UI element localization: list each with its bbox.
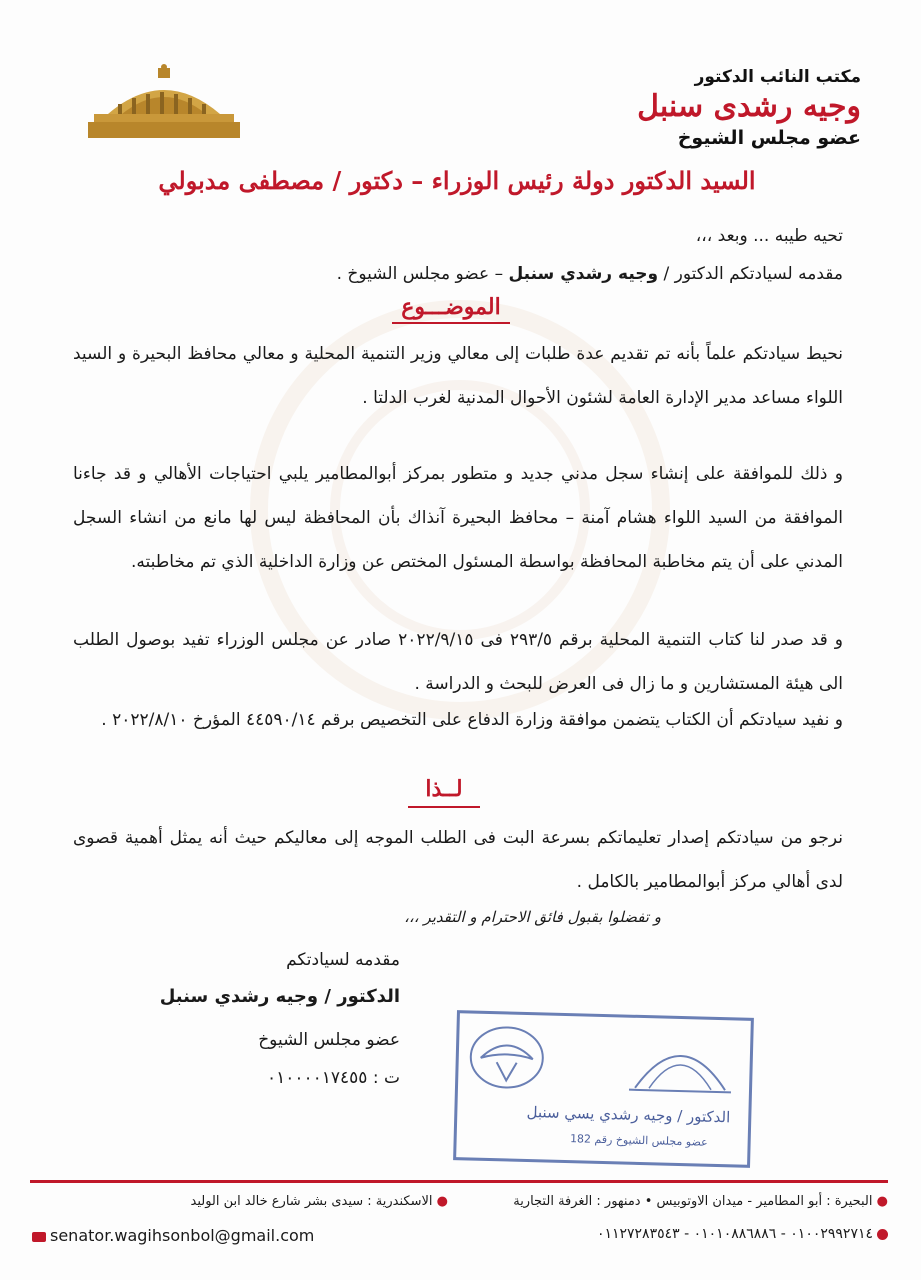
- location-pin-icon: ●: [436, 1194, 448, 1209]
- footer-phones: [597, 1226, 888, 1242]
- office-line: مكتب النائب الدكتور: [694, 67, 861, 87]
- footer-divider: [30, 1180, 888, 1183]
- footer-address-1-text: البحيرة : أبو المطامير - ميدان الاوتوبيس • دمنهور : الغرفة التجارية: [513, 1194, 873, 1209]
- footer-email-text: senator.wagihsonbol@gmail.com: [50, 1226, 315, 1245]
- subject-underline: [392, 322, 510, 324]
- signature-name: الدكتور / وجيه رشدي سنبل: [159, 986, 400, 1007]
- lidha-underline: [408, 806, 480, 808]
- paragraph-2: و ذلك للموافقة على إنشاء سجل مدني جديد و متطور بمركز أبوالمطامير يلبي احتياجات الأهالي و قد جاءنا الموافقة من السيد اللواء هشام آمنة – محافظ البحيرة آنذاك بأن المحافظة ليس لها مانع من انشاء السجل المدني على أن يتم مخاطبة المحافظة بواسطة المسئول المختص عن وزارة الداخلية الذي تم مخاطبته.: [73, 464, 843, 572]
- official-stamp: [453, 1010, 754, 1168]
- location-pin-icon: ●: [876, 1194, 888, 1209]
- signature-phone: ت : ٠١٠٠٠٠١٧٤٥٥: [267, 1068, 400, 1088]
- office-header: [501, 66, 861, 150]
- stamp-dome-emblem: [625, 1026, 737, 1099]
- paragraph-5: نرجو من سيادتكم إصدار تعليماتكم بسرعة البت فى الطلب الموجه إلى معاليكم حيث أنه يمثل أهمية قصوى لدى أهالي مركز أبوالمطامير بالكامل .: [73, 828, 843, 892]
- senate-logo: [88, 64, 240, 142]
- signature-member: عضو مجلس الشيوخ: [258, 1030, 400, 1050]
- presented-suffix: – عضو مجلس الشيوخ .: [336, 264, 509, 284]
- phone-icon: [877, 1229, 888, 1240]
- footer-email[interactable]: [32, 1226, 314, 1245]
- footer-phones-text: ٠١٠٠٢٩٩٢٧١٤ - ٠١٠١٠٨٨٦٨٨٦ - ٠١١٢٧٢٨٣٥٤٣: [596, 1226, 873, 1242]
- stamp-eagle-emblem: [466, 1021, 548, 1093]
- footer-address-2: [191, 1194, 449, 1209]
- paragraph-3: و قد صدر لنا كتاب التنمية المحلية برقم ٢٩٣/٥ فى ٢٠٢٢/٩/١٥ صادر عن مجلس الوزراء تفيد بوصول الطلب الى هيئة المستشارين و ما زال فى العرض للبحث و الدراسة .: [73, 630, 843, 694]
- paragraph-1: نحيط سيادتكم علماً بأنه تم تقديم عدة طلبات إلى معالي وزير التنمية المحلية و معالي محافظ البحيرة و السيد اللواء مساعد مدير الإدارة العامة لشئون الأحوال المدنية لغرب الدلتا .: [73, 344, 843, 408]
- addressee-title: السيد الدكتور دولة رئيس الوزراء – دكتور / مصطفى مدبولي: [158, 166, 756, 195]
- presented-name: وجيه رشدي سنبل: [508, 264, 659, 284]
- closing-line: و تفضلوا بقبول فائق الاحترام و التقدير ،،،: [404, 908, 661, 926]
- paragraph-4: و نفيد سيادتكم أن الكتاب يتضمن موافقة وزارة الدفاع على التخصيص برقم ٤٤٥٩٠/١٤ المؤرخ ٢٠٢٢/٨/١٠ .: [101, 710, 843, 730]
- footer-address-1: [513, 1194, 888, 1209]
- signature-line-1: مقدمه لسيادتكم: [286, 950, 400, 970]
- stamp-member: عضو مجلس الشيوخ رقم 182: [569, 1132, 708, 1149]
- presented-prefix: مقدمه لسيادتكم الدكتور /: [658, 264, 843, 284]
- footer-address-2-text: الاسكندرية : سيدى بشر شارع خالد ابن الوليد: [190, 1194, 433, 1209]
- subject-heading: الموضـــوع: [401, 294, 501, 320]
- presented-by: [73, 262, 843, 286]
- office-name: وجيه رشدى سنبل: [637, 89, 861, 124]
- email-icon: [32, 1232, 46, 1242]
- stamp-name: الدكتور / وجيه رشدي يسي سنبل: [526, 1102, 731, 1127]
- greeting: تحيه طيبه ... وبعد ،،،: [695, 226, 843, 246]
- lidha-heading: لــذا: [425, 776, 463, 802]
- office-member: عضو مجلس الشيوخ: [677, 127, 861, 149]
